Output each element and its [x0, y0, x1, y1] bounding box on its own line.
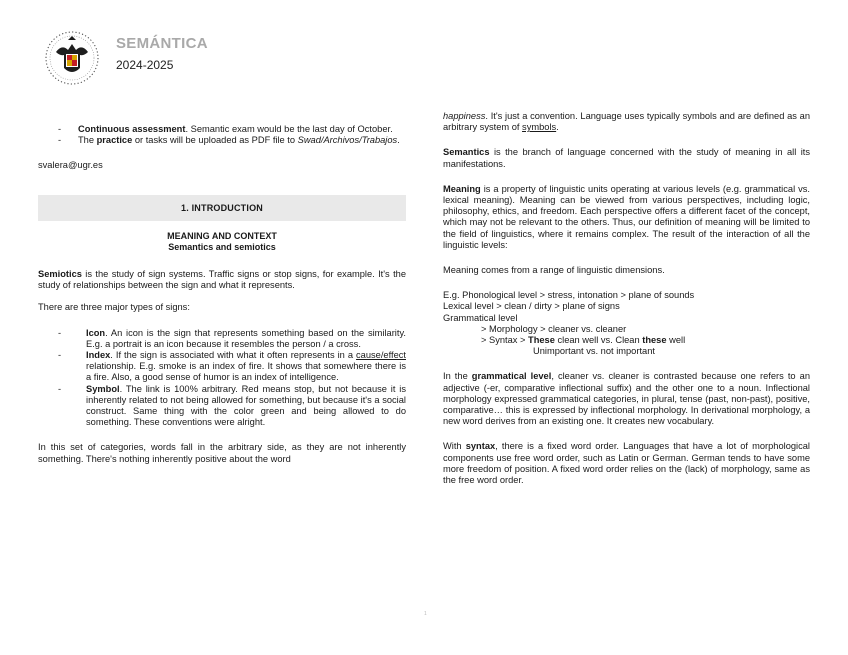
page-number: 1	[424, 611, 427, 617]
signs-intro: There are three major types of signs:	[38, 302, 190, 313]
document-title: SEMÁNTICA	[116, 35, 208, 52]
list-item: - The practice or tasks will be uploaded as PDF file to Swad/Archivos/Trabajos.	[58, 135, 400, 146]
levels-list	[443, 290, 810, 357]
signs-list	[38, 328, 406, 429]
syntax-paragraph: With syntax, there is a fixed word order. Languages that have a lot of morphological components use free word order, such as Latin or German. German tends to have some more freedom of position. A fixed word order relies on the (lack) of morphology, same as the free word order.	[443, 441, 810, 486]
grammatical-level: Grammatical level	[443, 312, 518, 323]
subheading-meaning-context: MEANING AND CONTEXT	[167, 230, 277, 241]
closing-paragraph: In this set of categories, words fall in the arbitrary side, as they are not inherently something. There's nothing inherently positive about the word	[38, 442, 406, 464]
dimensions-line: Meaning comes from a range of linguistic dimensions.	[443, 265, 665, 276]
list-item: - Symbol. The link is 100% arbitrary. Red means stop, but not because it is inherently related to not being allowed for something, but because it's a social construct. Same thing with the color green and being allowed to do something. These conventions were alright.	[58, 383, 406, 428]
assessment-list	[38, 124, 406, 146]
section-heading: 1. INTRODUCTION	[38, 195, 406, 221]
right-column	[443, 111, 810, 486]
continuation-paragraph: happiness. It's just a convention. Language uses typically symbols and are defined as an arbitrary system of symbols.	[443, 111, 810, 133]
subheading-semantics-semiotics: Semantics and semiotics	[168, 241, 276, 252]
semantics-paragraph: Semantics is the branch of language concerned with the study of meaning in all its manifestations.	[443, 147, 810, 169]
meaning-paragraph: Meaning is a property of linguistic units operating at various levels (e.g. grammatical vs. lexical meaning). Meaning can be viewed from various perspectives, including logic, philosophy, ethics, and freedom. Each perspective offers a different facet of the concept, which may not be relevant to the others. Thus, our definition of meaning will be limited to the field of linguistics, where it remains complex. The result of the interaction of all the linguistic levels:	[443, 183, 810, 250]
unimportant-example: Unimportant vs. not important	[533, 346, 655, 357]
grammatical-paragraph: In the grammatical level, cleaner vs. cleaner is contrasted because one refers to an adjective (-er, comparative inflectional suffix) and the other one to a noun. Inflectional morphology expressed grammatical categories, in plural, tense (past, non-past), positive, comparative… this is expressed by inflectional morphology. In derivational morphology, a new word derives from an existing one. It creates new vocabulary.	[443, 371, 810, 427]
semiotics-paragraph: Semiotics is the study of sign systems. Traffic signs or stop signs, for example. It's the study of relationships between the sign and what it represents.	[38, 269, 406, 291]
lexical-level: Lexical level > clean / dirty > plane of signs	[443, 301, 620, 312]
email-link[interactable]: svalera@ugr.es	[38, 160, 103, 171]
list-item: - Icon. An icon is the sign that represents something based on the similarity. E.g. a portrait is an icon because it resembles the person / a cross.	[58, 327, 406, 349]
phonological-level: E.g. Phonological level > stress, intonation > plane of sounds	[443, 290, 695, 301]
university-crest-icon	[44, 30, 100, 86]
list-item: - Index. If the sign is associated with what it often represents in a cause/effect relationship. E.g. smoke is an index of fire. It shows that somewhere there is a fire. Also, a good sense of humor is an index of intelligence.	[58, 350, 406, 383]
left-column	[38, 124, 406, 465]
academic-year: 2024-2025	[116, 58, 174, 72]
morphology-level: > Morphology > cleaner vs. cleaner	[481, 323, 627, 334]
list-item: - Continuous assessment. Semantic exam would be the last day of October.	[58, 124, 393, 134]
syntax-level: > Syntax > These clean well vs. Clean these well	[481, 335, 686, 346]
